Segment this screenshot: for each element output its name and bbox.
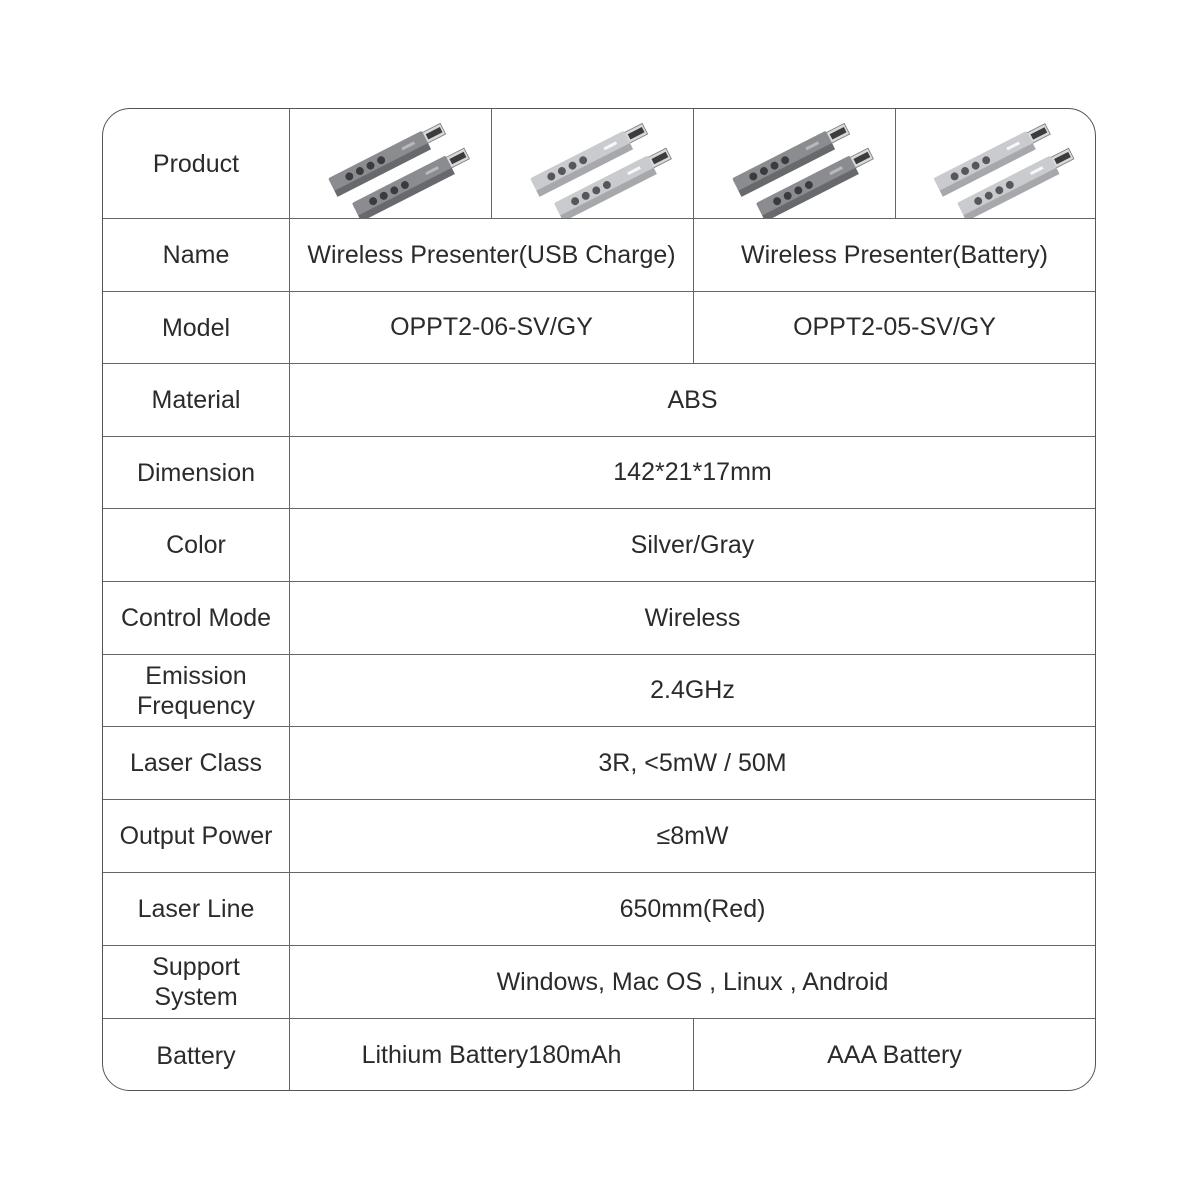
product-illustration xyxy=(492,109,693,218)
row-value-left: OPPT2-06-SV/GY xyxy=(290,292,694,363)
product-illustration xyxy=(896,109,1095,218)
row-label: Battery xyxy=(103,1019,290,1091)
row-label-product: Product xyxy=(103,109,290,218)
spec-table xyxy=(102,108,1096,1091)
row-label: Laser Class xyxy=(103,727,290,799)
spec-row-support-system xyxy=(103,946,1095,1019)
spec-row-laser-line xyxy=(103,873,1095,946)
product-image-1 xyxy=(290,109,492,218)
row-value-right: Wireless Presenter(Battery) xyxy=(740,240,1049,269)
spec-row-laser-class xyxy=(103,727,1095,800)
row-value-left: Lithium Battery180mAh xyxy=(290,1019,694,1091)
product-image-4 xyxy=(896,109,1095,218)
row-label: Control Mode xyxy=(103,582,290,654)
spec-row-emission-frequency xyxy=(103,655,1095,727)
product-illustration xyxy=(694,109,895,218)
spec-row-dimension xyxy=(103,437,1095,509)
row-label: Support System xyxy=(103,946,290,1018)
product-image-3 xyxy=(694,109,896,218)
row-label: Name xyxy=(103,219,290,291)
product-image-2 xyxy=(492,109,694,218)
row-value: 2.4GHz xyxy=(650,676,735,704)
spec-row-control-mode xyxy=(103,582,1095,655)
row-label: Model xyxy=(103,292,290,363)
spec-row-material xyxy=(103,364,1095,437)
row-label: Material xyxy=(103,364,290,436)
row-label: Color xyxy=(103,509,290,581)
row-value: 650mm(Red) xyxy=(619,894,766,923)
row-value: 142*21*17mm xyxy=(613,458,772,486)
row-value: ABS xyxy=(667,385,718,414)
row-value: ≤8mW xyxy=(656,821,729,850)
row-value: Windows, Mac OS , Linux , Android xyxy=(496,967,889,996)
spec-row-name xyxy=(103,219,1095,292)
row-value-right: OPPT2-05-SV/GY xyxy=(793,313,996,341)
row-label: Output Power xyxy=(103,800,290,872)
spec-row-battery xyxy=(103,1019,1095,1091)
spec-row-color xyxy=(103,509,1095,582)
spec-row-model xyxy=(103,292,1095,364)
row-value-right: AAA Battery xyxy=(827,1041,962,1069)
row-label: Emission Frequency xyxy=(103,655,290,726)
product-row xyxy=(103,109,1095,219)
product-illustration xyxy=(290,109,491,218)
row-value: 3R, <5mW / 50M xyxy=(598,748,787,777)
row-label: Dimension xyxy=(103,437,290,508)
row-value: Wireless xyxy=(644,603,741,632)
row-value-left: Wireless Presenter(USB Charge) xyxy=(290,219,694,291)
spec-row-output-power xyxy=(103,800,1095,873)
row-value: Silver/Gray xyxy=(630,530,755,559)
row-label: Laser Line xyxy=(103,873,290,945)
